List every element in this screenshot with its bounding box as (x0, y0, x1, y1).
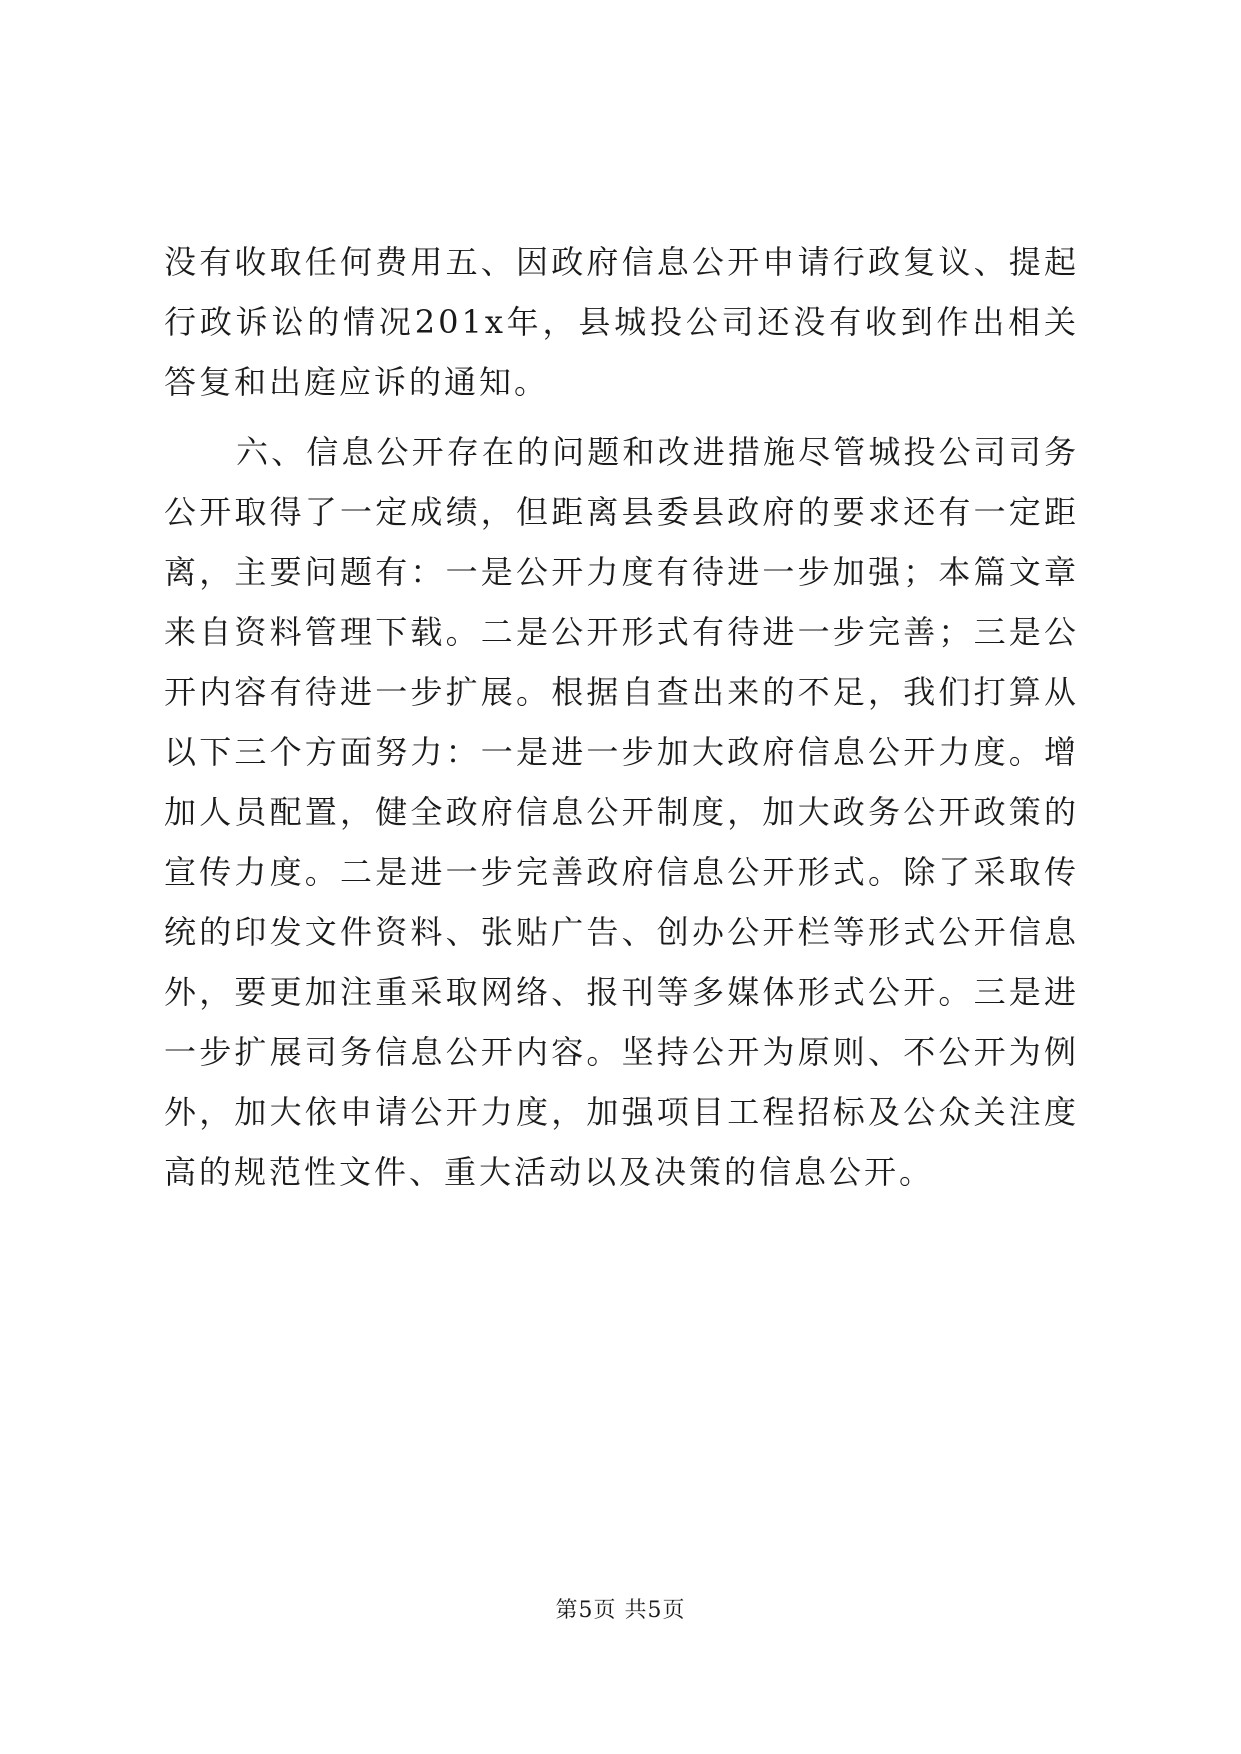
paragraph-continuation: 没有收取任何费用五、因政府信息公开申请行政复议、提起行政诉讼的情况201x年，县城投公司还没有收到作出相关答复和出庭应诉的通知。 (164, 243, 1079, 401)
page-number-footer: 第5页 共5页 (555, 1598, 686, 1623)
paragraph-section-six: 六、信息公开存在的问题和改进措施尽管城投公司司务公开取得了一定成绩，但距离县委县政府的要求还有一定距离，主要问题有：一是公开力度有待进一步加强；本篇文章来自资料管理下载。二是公开形式有待进一步完善；三是公开内容有待进一步扩展。根据自查出来的不足，我们打算从以下三个方面努力：一是进一步加大政府信息公开力度。增加人员配置，健全政府信息公开制度，加大政务公开政策的宣传力度。二是进一步完善政府信息公开形式。除了采取传统的印发文件资料、张贴广告、创办公开栏等形式公开信息外，要更加注重采取网络、报刊等多媒体形式公开。三是进一步扩展司务信息公开内容。坚持公开为原则、不公开为例外，加大依申请公开力度，加强项目工程招标及公众关注度高的规范性文件、重大活动以及决策的信息公开。 (164, 433, 1079, 1191)
document-body (164, 232, 1079, 1202)
